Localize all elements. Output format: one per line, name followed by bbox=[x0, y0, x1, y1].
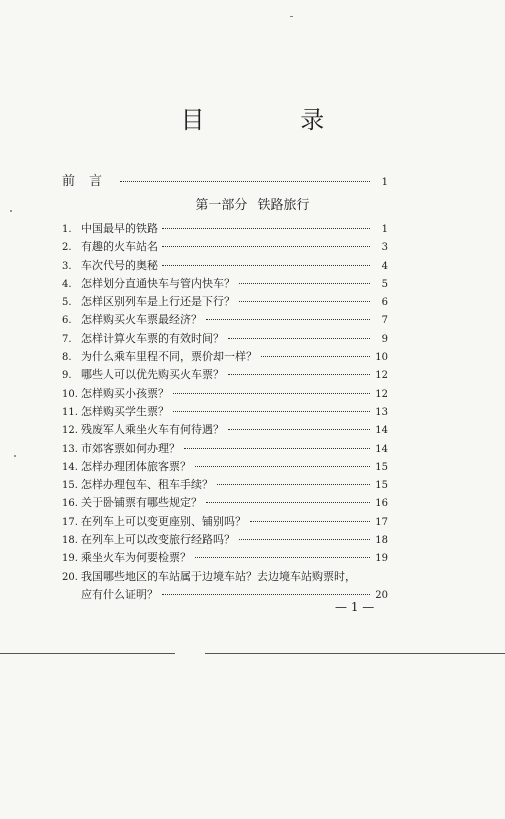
toc-entry bbox=[62, 385, 388, 403]
toc-entry bbox=[62, 293, 388, 311]
toc-entry-title: 为什么乘车里程不同，票价却一样？ bbox=[81, 350, 257, 364]
dot-leader bbox=[120, 181, 370, 182]
dot-leader bbox=[228, 338, 370, 339]
toc-entry-title-line1: 我国哪些地区的车站属于边境车站？去边境车站购票时， bbox=[81, 569, 356, 583]
toc-entry-number: 12. bbox=[62, 425, 78, 437]
section-heading: 第一部分 铁路旅行 bbox=[195, 198, 310, 213]
toc-entry-number: 9. bbox=[62, 370, 72, 382]
toc-entry-body bbox=[81, 275, 388, 291]
toc-entry-page: 14 bbox=[375, 443, 388, 455]
toc-entry-title: 残废军人乘坐火车有何待遇？ bbox=[81, 423, 224, 437]
toc-entry-title: 怎样划分直通快车与管内快车？ bbox=[81, 276, 235, 290]
toc-entry bbox=[62, 238, 388, 256]
toc-entry-number: 10. bbox=[62, 388, 78, 400]
dot-leader bbox=[217, 484, 370, 485]
scan-speck bbox=[14, 455, 16, 457]
toc-entry-number: 3. bbox=[62, 260, 72, 272]
toc-entry bbox=[62, 403, 388, 421]
toc-entry-number: 6. bbox=[62, 315, 72, 327]
toc-entry-title: 关于卧铺票有哪些规定？ bbox=[81, 496, 202, 510]
toc-entry-body bbox=[81, 366, 388, 382]
toc-entry-number: 16. bbox=[62, 498, 78, 510]
toc-entry bbox=[62, 531, 388, 549]
toc-entry-title: 乘坐火车为何要检票？ bbox=[81, 551, 191, 565]
toc-list bbox=[62, 220, 388, 604]
toc-entry bbox=[62, 513, 388, 531]
page-title: 目 录 bbox=[180, 106, 369, 134]
toc-entry-page: 3 bbox=[381, 242, 388, 254]
toc-entry-body bbox=[81, 476, 388, 492]
toc-entry-body bbox=[81, 330, 388, 346]
toc-entry-title: 哪些人可以优先购买火车票？ bbox=[81, 368, 224, 382]
toc-entry-number: 5. bbox=[62, 297, 72, 309]
dot-leader bbox=[239, 539, 370, 540]
toc-entry bbox=[62, 348, 388, 366]
bottom-rule-right bbox=[205, 653, 505, 654]
toc-entry-page: 17 bbox=[375, 516, 388, 528]
toc-entry bbox=[62, 366, 388, 384]
toc-entry-page: 15 bbox=[375, 461, 388, 473]
toc-entry-body bbox=[81, 494, 388, 510]
toc-entry bbox=[62, 494, 388, 512]
page-number: — 1 — bbox=[335, 600, 375, 614]
toc-entry-page: 12 bbox=[375, 388, 388, 400]
toc-entry-body bbox=[81, 513, 388, 529]
toc-entry-title: 中国最早的铁路 bbox=[81, 222, 158, 235]
dot-leader bbox=[239, 301, 370, 302]
toc-entry bbox=[62, 458, 388, 476]
toc-entry-body bbox=[81, 549, 388, 565]
dot-leader bbox=[162, 228, 370, 229]
toc-entry-body bbox=[81, 348, 388, 364]
toc-entry bbox=[62, 421, 388, 439]
toc-entry-page: 1 bbox=[381, 224, 388, 235]
toc-entry-number: 20. bbox=[62, 571, 78, 583]
preface-label: 前言 bbox=[62, 174, 117, 189]
toc-entry-page: 7 bbox=[381, 315, 388, 327]
toc-entry-body bbox=[81, 385, 388, 401]
toc-entry bbox=[62, 257, 388, 275]
toc-entry-body bbox=[81, 403, 388, 419]
toc-entry-title: 怎样购买学生票？ bbox=[81, 404, 169, 418]
dot-leader bbox=[239, 283, 370, 284]
toc-entry bbox=[62, 220, 388, 238]
dot-leader bbox=[184, 448, 370, 449]
toc-entry-title: 怎样区别列车是上行还是下行？ bbox=[81, 295, 235, 309]
toc-entry bbox=[62, 275, 388, 293]
dot-leader bbox=[173, 411, 370, 412]
toc-entry-page: 16 bbox=[375, 498, 388, 510]
toc-entry-number: 19. bbox=[62, 553, 78, 565]
toc-entry-body bbox=[81, 568, 388, 604]
toc-entry-body bbox=[81, 257, 388, 273]
toc-entry-title: 怎样办理团体旅客票？ bbox=[81, 459, 191, 473]
toc-entry-page: 4 bbox=[381, 260, 388, 272]
toc-entry bbox=[62, 330, 388, 348]
toc-entry-title: 有趣的火车站名 bbox=[81, 240, 158, 254]
dot-leader bbox=[195, 466, 370, 467]
dot-leader bbox=[206, 502, 370, 503]
toc-entry-title-line2: 应有什么证明？ bbox=[81, 587, 158, 601]
toc-entry bbox=[62, 568, 388, 604]
toc-entry bbox=[62, 311, 388, 329]
toc-entry-title: 在列车上可以变更座别、铺别吗？ bbox=[81, 514, 246, 528]
toc-entry-body bbox=[81, 531, 388, 547]
toc-entry-number: 8. bbox=[62, 352, 72, 364]
toc-entry-page: 19 bbox=[375, 553, 388, 565]
toc-entry-number: 2. bbox=[62, 242, 72, 254]
toc-entry-page: 5 bbox=[381, 278, 388, 290]
toc-entry-title: 怎样购买火车票最经济？ bbox=[81, 313, 202, 327]
toc-entry-number: 11. bbox=[62, 406, 78, 418]
toc-entry-title: 车次代号的奥秘 bbox=[81, 258, 158, 272]
toc-entry-number: 7. bbox=[62, 333, 72, 345]
toc-entry-title: 市郊客票如何办理？ bbox=[81, 441, 180, 455]
toc-entry-body bbox=[81, 421, 388, 437]
toc-entry-title: 怎样购买小孩票？ bbox=[81, 386, 169, 400]
toc-entry-body bbox=[81, 238, 388, 254]
toc-entry bbox=[62, 476, 388, 494]
preface-page: 1 bbox=[381, 177, 388, 188]
toc-entry-page: 6 bbox=[381, 297, 388, 309]
toc-entry-page: 20 bbox=[375, 589, 388, 601]
toc-entry-title: 怎样办理包车、租车手续？ bbox=[81, 478, 213, 492]
toc-entry-number: 1. bbox=[62, 224, 72, 235]
toc-entry bbox=[62, 549, 388, 567]
toc-entry-number: 18. bbox=[62, 535, 78, 547]
toc-entry-page: 13 bbox=[375, 406, 388, 418]
dot-leader bbox=[162, 265, 370, 266]
toc-entry-number: 4. bbox=[62, 278, 72, 290]
toc-entry-body bbox=[81, 311, 388, 327]
dot-leader bbox=[206, 319, 370, 320]
toc-entry-page: 10 bbox=[375, 352, 388, 364]
toc-entry-page: 14 bbox=[375, 425, 388, 437]
toc-entry-page: 18 bbox=[375, 535, 388, 547]
dot-leader bbox=[228, 429, 370, 430]
dot-leader bbox=[162, 246, 370, 247]
bottom-rule-left bbox=[0, 653, 175, 654]
toc-entry-number: 17. bbox=[62, 516, 78, 528]
toc-entry-title: 在列车上可以改变旅行经路吗？ bbox=[81, 533, 235, 547]
dot-leader bbox=[228, 374, 370, 375]
toc-entry-page: 15 bbox=[375, 480, 388, 492]
toc-entry-number: 13. bbox=[62, 443, 78, 455]
toc-entry bbox=[62, 440, 388, 458]
dot-leader bbox=[162, 594, 370, 595]
toc-entry-page: 9 bbox=[381, 333, 388, 345]
toc-entry-body bbox=[81, 293, 388, 309]
dot-leader bbox=[195, 557, 370, 558]
dot-leader bbox=[250, 521, 370, 522]
dot-leader bbox=[261, 356, 370, 357]
scan-speck bbox=[290, 16, 293, 17]
dot-leader bbox=[173, 393, 370, 394]
toc-entry-page: 12 bbox=[375, 370, 388, 382]
toc-entry-number: 15. bbox=[62, 480, 78, 492]
toc-entry-body bbox=[81, 220, 388, 236]
preface-entry bbox=[62, 170, 388, 189]
toc-entry-number: 14. bbox=[62, 461, 78, 473]
toc-entry-body bbox=[81, 458, 388, 474]
scan-speck bbox=[10, 210, 12, 212]
toc-entry-title: 怎样计算火车票的有效时间？ bbox=[81, 331, 224, 345]
toc-entry-body bbox=[81, 440, 388, 456]
